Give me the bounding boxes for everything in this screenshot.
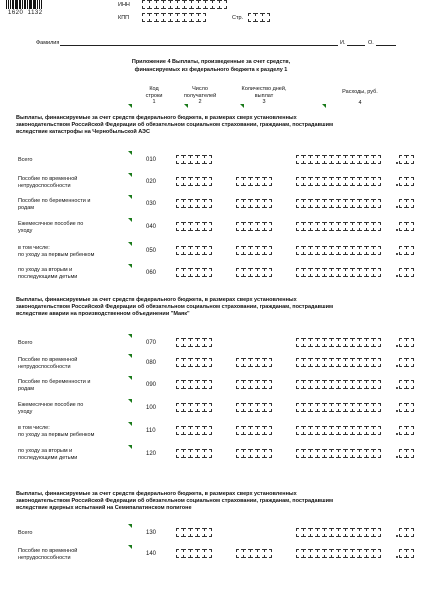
column-header-days: Количество дней, выплат 3 — [241, 86, 287, 105]
expenses-kop-field[interactable] — [399, 338, 413, 347]
inn-field[interactable] — [142, 0, 226, 9]
marker-icon — [128, 545, 132, 549]
row-label: по уходу за вторым и последующими детьми — [18, 448, 78, 461]
marker-icon — [128, 399, 132, 403]
expenses-rub-field[interactable] — [296, 449, 380, 458]
row-label: Ежемесячное пособие по уходу — [18, 221, 84, 234]
days-field[interactable] — [236, 426, 271, 435]
initial-i-label: И. — [340, 40, 346, 46]
expenses-rub-field[interactable] — [296, 403, 380, 412]
marker-icon — [128, 524, 132, 528]
row-code: 080 — [146, 360, 157, 366]
expenses-kop-field[interactable] — [399, 177, 413, 186]
row-code: 040 — [146, 224, 157, 230]
row-label: Всего — [18, 157, 33, 163]
expenses-kop-field[interactable] — [399, 155, 413, 164]
recipients-field[interactable] — [176, 155, 211, 164]
row-code: 050 — [146, 248, 157, 254]
marker-icon — [184, 104, 188, 108]
row-code: 030 — [146, 201, 157, 207]
row-label: Пособие по временной нетрудоспособности — [18, 357, 78, 370]
recipients-field[interactable] — [176, 246, 211, 255]
days-field[interactable] — [236, 358, 271, 367]
barcode — [6, 0, 42, 9]
row-label: Пособие по временной нетрудоспособности — [18, 548, 78, 561]
row-label: Пособие по беременности и родам — [18, 198, 91, 211]
marker-icon — [128, 376, 132, 380]
marker-icon — [128, 242, 132, 246]
section-heading-semipalatinsk: Выплаты, финансируемые за счет средств федерального бюджета, в размерах сверх установленных законодательством Российской Федерации об обязательном социальном страховании, гражданам, пострадавшим вследствие ядерных испытаний на Семипалатинском полигоне — [16, 491, 334, 511]
days-field[interactable] — [236, 380, 271, 389]
days-field[interactable] — [236, 177, 271, 186]
kpp-field[interactable] — [142, 13, 205, 22]
expenses-rub-field[interactable] — [296, 426, 380, 435]
expenses-rub-field[interactable] — [296, 199, 380, 208]
decimal-point — [396, 410, 398, 412]
days-field[interactable] — [236, 199, 271, 208]
decimal-point — [396, 345, 398, 347]
initial-o-line[interactable] — [376, 45, 396, 46]
page-title-line1: Приложение 4 Выплаты, произведенные за счет средств, — [131, 59, 291, 65]
expenses-rub-field[interactable] — [296, 528, 380, 537]
expenses-rub-field[interactable] — [296, 380, 380, 389]
marker-icon — [128, 195, 132, 199]
page-number-field[interactable] — [248, 13, 269, 22]
expenses-kop-field[interactable] — [399, 199, 413, 208]
row-label: Ежемесячное пособие по уходу — [18, 402, 84, 415]
marker-icon — [240, 104, 244, 108]
expenses-rub-field[interactable] — [296, 358, 380, 367]
days-field[interactable] — [236, 246, 271, 255]
decimal-point — [396, 456, 398, 458]
decimal-point — [396, 184, 398, 186]
surname-line[interactable] — [60, 45, 338, 46]
row-label: в том числе: по уходу за первым ребенком — [18, 245, 95, 258]
expenses-kop-field[interactable] — [399, 426, 413, 435]
expenses-rub-field[interactable] — [296, 222, 380, 231]
days-field[interactable] — [236, 549, 271, 558]
marker-icon — [128, 445, 132, 449]
days-field[interactable] — [236, 222, 271, 231]
surname-label: Фамилия — [36, 40, 60, 46]
marker-icon — [128, 354, 132, 358]
decimal-point — [396, 387, 398, 389]
marker-icon — [128, 264, 132, 268]
row-label: Всего — [18, 340, 33, 346]
row-code: 110 — [146, 428, 156, 434]
kpp-label: КПП — [118, 15, 130, 21]
recipients-field[interactable] — [176, 338, 211, 347]
recipients-field[interactable] — [176, 403, 211, 412]
days-field[interactable] — [236, 449, 271, 458]
marker-icon — [128, 104, 132, 108]
column-header-recipients: Число получателей 2 — [183, 86, 217, 105]
expenses-kop-field[interactable] — [399, 528, 413, 537]
expenses-kop-field[interactable] — [399, 449, 413, 458]
row-code: 060 — [146, 270, 157, 276]
row-label: Всего — [18, 530, 33, 536]
expenses-rub-field[interactable] — [296, 246, 380, 255]
recipients-field[interactable] — [176, 426, 211, 435]
recipients-field[interactable] — [176, 549, 211, 558]
barcode-number: 1620 1132 — [8, 10, 43, 16]
recipients-field[interactable] — [176, 449, 211, 458]
expenses-rub-field[interactable] — [296, 268, 380, 277]
page-label: Стр. — [232, 15, 244, 21]
marker-icon — [128, 334, 132, 338]
marker-icon — [128, 151, 132, 155]
initial-i-line[interactable] — [347, 45, 365, 46]
recipients-field[interactable] — [176, 222, 211, 231]
decimal-point — [396, 229, 398, 231]
expenses-kop-field[interactable] — [399, 549, 413, 558]
row-code: 130 — [146, 530, 157, 536]
inn-label: ИНН — [118, 2, 130, 8]
recipients-field[interactable] — [176, 528, 211, 537]
recipients-field[interactable] — [176, 380, 211, 389]
expenses-kop-field[interactable] — [399, 268, 413, 277]
row-label: в том числе: по уходу за первым ребенком — [18, 425, 95, 438]
decimal-point — [396, 433, 398, 435]
marker-icon — [322, 104, 326, 108]
days-field[interactable] — [236, 403, 271, 412]
decimal-point — [396, 535, 398, 537]
page-title-line2: финансируемых из федерального бюджета к разделу 1 — [134, 67, 288, 73]
expenses-rub-field[interactable] — [296, 549, 380, 558]
row-code: 090 — [146, 382, 157, 388]
marker-icon — [128, 422, 132, 426]
expenses-kop-field[interactable] — [399, 246, 413, 255]
expenses-rub-field[interactable] — [296, 338, 380, 347]
expenses-rub-field[interactable] — [296, 177, 380, 186]
row-code: 140 — [146, 551, 157, 557]
column-header-code: Код строки 1 — [145, 86, 163, 105]
recipients-field[interactable] — [176, 199, 211, 208]
row-code: 120 — [146, 451, 157, 457]
recipients-field[interactable] — [176, 358, 211, 367]
section-heading-chernobyl: Выплаты, финансируемые за счет средств федерального бюджета, в размерах сверх установленных законодательством Российской Федерации об обязательном социальном страховании, гражданам, пострадавшим вследствие катастрофы на Чернобыльской АЭС — [16, 115, 334, 135]
row-code: 070 — [146, 340, 157, 346]
decimal-point — [396, 556, 398, 558]
decimal-point — [396, 365, 398, 367]
marker-icon — [128, 218, 132, 222]
section-heading-mayak: Выплаты, финансируемые за счет средств федерального бюджета, в размерах сверх установленных законодательством Российской Федерации об обязательном социальном страховании, гражданам, пострадавшим вследствие аварии на производственном объединении "Маяк" — [16, 297, 334, 317]
recipients-field[interactable] — [176, 268, 211, 277]
expenses-rub-field[interactable] — [296, 155, 380, 164]
column-header-expenses: Расходы, руб. 4 — [342, 89, 378, 106]
recipients-field[interactable] — [176, 177, 211, 186]
decimal-point — [396, 206, 398, 208]
row-label: по уходу за вторым и последующими детьми — [18, 267, 78, 280]
expenses-kop-field[interactable] — [399, 403, 413, 412]
decimal-point — [396, 253, 398, 255]
days-field[interactable] — [236, 268, 271, 277]
expenses-kop-field[interactable] — [399, 222, 413, 231]
marker-icon — [128, 173, 132, 177]
row-label: Пособие по временной нетрудоспособности — [18, 176, 78, 189]
initial-o-label: О. — [368, 40, 374, 46]
decimal-point — [396, 162, 398, 164]
row-label: Пособие по беременности и родам — [18, 379, 91, 392]
expenses-kop-field[interactable] — [399, 380, 413, 389]
row-code: 100 — [146, 405, 157, 411]
row-code: 020 — [146, 179, 157, 185]
expenses-kop-field[interactable] — [399, 358, 413, 367]
row-code: 010 — [146, 157, 157, 163]
decimal-point — [396, 275, 398, 277]
